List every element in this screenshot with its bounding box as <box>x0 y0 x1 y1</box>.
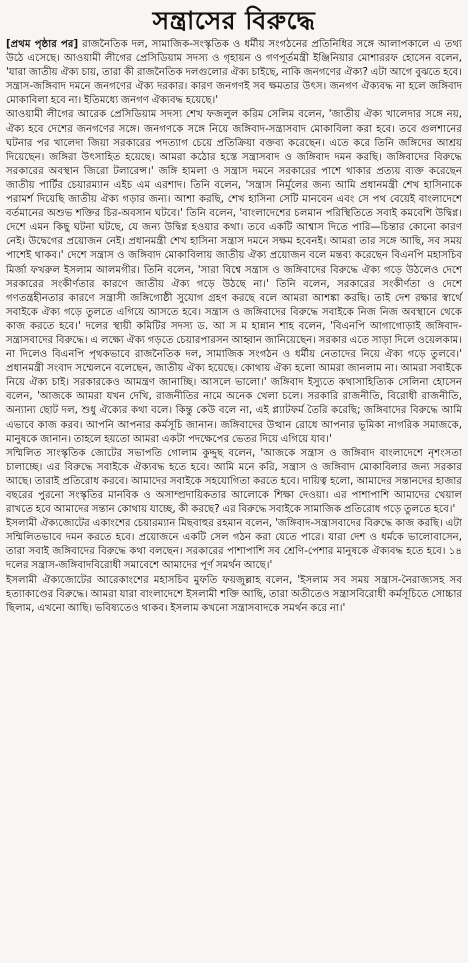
headline: সন্ত্রাসের বিরুদ্ধে <box>152 6 316 35</box>
paragraph-4: ইসলামী ঐক্যজোটের একাংশের চেয়ারম্যান মিছবাহুর রহমান বলেন, 'জঙ্গিবাদ-সন্ত্রাসবাদের বিরুদ্ধে কাজ করছি। এটা সম্মিলিতভাবে দমন করতে হবে। প্রয়োজনে একটি সেল গঠন করা যেতে পারে। যারা দেশ ও ধর্মকে ভালোবাসেন, তারা সবাই জঙ্গিবাদের বিরুদ্ধে কথা বলছেন। সরকারের পাশাপাশি সব শ্রেণি-পেশার মানুষকে ঐক্যবদ্ধ হতে হবে। ১৪ দলের সন্ত্রাস-জঙ্গিবাদবিরোধী সমাবেশে আমাদের পূর্ণ সমর্থন আছে।' <box>6 518 462 572</box>
paragraph-5: ইসলামী ঐক্যজোটের আরেকাংশের মহাসচিব মুফতি ফয়জুল্লাহ বলেন, 'ইসলাম সব সময় সন্ত্রাস-নৈরাজ্যসহ সব হত্যাকাণ্ডের বিরুদ্ধে। আমরা যারা বাংলাদেশে ইসলামী শক্তি আছি, তারা অতীতেও সন্ত্রাসবিরোধী কর্মসূচিতে সোচ্চার ছিলাম, এখনো আছি। ভবিষ্যতেও থাকব। ইসলাম কখনো সন্ত্রাসবাদকে সমর্থন করে না।' <box>6 574 462 614</box>
paragraph-3: সম্মিলিত সাংস্কৃতিক জোটের সভাপতি গোলাম কুদ্দুছ বলেন, 'আজকে সন্ত্রাস ও জঙ্গিবাদ বাংলাদেশে নৃশংসতা চালাচ্ছে। এর বিরুদ্ধে সবাইকে ঐক্যবদ্ধ হতে হবে। আমি মনে করি, সন্ত্রাস ও জঙ্গিবাদ মোকাবিলার জন্য সরকার আছে। তারাই প্রতিরোধ করবে। আমাদের সবাইকে সহযোগিতা করতে হবে। দায়িত্ব হলো, আমাদের সন্তানদের হাজার বছরের পুরনো সংস্কৃতির মানবিক ও অসাম্প্রদায়িকতার আলোকে শিক্ষা দেওয়া। এর পাশাপাশি আমাদের খেয়াল রাখতে হবে আমাদের সন্তান কোথায় যাচ্ছে, কী করছে? এর বিরুদ্ধে সবাইকে সামাজিক প্রতিরোধ গড়ে তুলতে হবে।' <box>6 447 462 516</box>
article-body <box>6 38 462 616</box>
paragraph-2: আওয়ামী লীগের আরেক প্রেসিডিয়াম সদস্য শেখ ফজলুল করিম সেলিম বলেন, 'জাতীয় ঐক্য খালেদার সঙ্গে নয়, ঐক্য হবে দেশের জনগণের সঙ্গে। জনগণকে সঙ্গে নিয়ে জঙ্গিবাদ-সন্ত্রাসবাদ মোকাবিলা করা হবে। তবে গুলশানের ঘটনার পর খালেদা জিয়া সরকারের পদত্যাগ চেয়ে প্রতিক্রিয়া বক্তব্য করেছেন। এতে করে তিনি জঙ্গিদের আশ্রয় দিয়েছেন। জঙ্গিরা উৎসাহিত হয়েছে। আমরা কঠোর হস্তে সন্ত্রাসবাদ ও জঙ্গিবাদ দমন করছি। জঙ্গিবাদের বিরুদ্ধে সরকারের অবস্থান জিরো টলারেন্স।' জঙ্গি হামলা ও সন্ত্রাস দমনে সরকারের পাশে থাকার প্রত্যয় ব্যক্ত করেছেন জাতীয় পার্টির চেয়ারম্যান এইচ এম এরশাদ। তিনি বলেন, 'সন্ত্রাস নির্মূলের জন্য আমি প্রধানমন্ত্রী শেখ হাসিনাকে পরামর্শ দিয়েছি জাতীয় ঐক্য গড়ার জন্য। আশা করছি, শেখ হাসিনা সেটি মানবেন এবং সে পথ বেয়েই বাংলাদেশে বর্তমানের অশুভ শক্তির চির-অবসান ঘটবে।' তিনি বলেন, 'বাংলাদেশের চলমান পরিস্থিতিতে সবাই কমবেশি উদ্বিগ্ন। দেশে এমন কিছু ঘটনা ঘটছে, যে জন্য উদ্বিগ্ন হওয়ার কথা। তবে একটি আশ্বাস দিতে পারি—চিন্তার কোনো কারণ নেই। উদ্বেগের প্রয়োজন নেই। প্রধানমন্ত্রী শেখ হাসিনা সন্ত্রাস দমনে সক্ষম হবেনই। আমরা তার সঙ্গে আছি, সব সময় পাশেই থাকব।' দেশে সন্ত্রাস ও জঙ্গিবাদ মোকাবিলায় জাতীয় ঐক্য প্রয়োজন বলে মন্তব্য করেছেন বিএনপি মহাসচিব মির্জা ফখরুল ইসলাম আলমগীর। তিনি বলেন, 'সারা বিশ্বে সন্ত্রাস ও জঙ্গিবাদের বিরুদ্ধে ঐক্য গড়ে উঠলেও দেশে সরকারের সংকীর্ণতার কারণে জাতীয় ঐক্য গড়ে উঠছে না।' তিনি বলেন, সরকারের সংকীর্ণতা ও দেশে গণতন্ত্রহীনতার কারণে সন্ত্রাসী জঙ্গিগোষ্ঠী সুযোগ গ্রহণ করছে বলে আমরা আশঙ্কা করছি। তাই দেশ রক্ষার স্বার্থে সবাইকে ঐক্য গড়ে তুলতে এগিয়ে আসতে হবে। সন্ত্রাস ও জঙ্গিবাদের বিরুদ্ধে সবাইকে নিজ নিজ অবস্থানে থেকে কাজ করতে হবে।' দলের স্থায়ী কমিটির সদস্য ড. আ স ম হান্নান শাহ বলেন, 'বিএনপি আগাগোড়াই জঙ্গিবাদ-সন্ত্রাসবাদের বিরুদ্ধে। এ লক্ষ্যে ঐক্য গড়তে চেয়ারপারসন আহ্বান জানিয়েছেন। সরকার এতে সাড়া দিলে ওয়েলকাম। না দিলেও বিএনপি পৃথকভাবে রাজনৈতিক দল, সামাজিক সংগঠন ও ধর্মীয় নেতাদের নিয়ে ঐক্য গড়ে তুলবে।' প্রধানমন্ত্রী সংবাদ সম্মেলনে বলেছেন, জাতীয় ঐক্য হয়েছে। কোথায় ঐক্য হলো আমরা জানলাম না। আমরা সবাইকে নিয়ে ঐক্য চাই। সরকারকেও আমন্ত্রণ জানাচ্ছি। আসলে ভালো।' জঙ্গিবাদ ইস্যুতে কথাসাহিত্যিক সেলিনা হোসেন বলেন, 'আজকে আমরা যখন দেখি, রাজনীতির নামে অনেক খেলা চলে। সরকারি রাজনীতি, বিরোধী রাজনীতি, অন্যান্য ছোট দল, শুধু ঐক্যের কথা বলে। কিন্তু কেউ বলে না, এই প্ল্যাটফর্ম তৈরি করেছি; জঙ্গিবাদের বিরুদ্ধে আমি এভাবে কাজ করব। আপনি আপনার কর্মসূচি জানান। জঙ্গিবাদের উত্থান রোধে আপনার ভূমিকা নাগরিক সমাজকে, মানুষকে জানান। তাহলে হয়তো আমরা একটা পদক্ষেপের ভেতর দিয়ে এগিয়ে যাব।' <box>6 109 462 445</box>
paragraph-1-text: রাজনৈতিক দল, সামাজিক-সংস্কৃতিক ও ধর্মীয় সংগঠনের প্রতিনিধির সঙ্গে আলাপকালে এ তথ্য উঠে এসেছে। আওয়ামী লীগের প্রেসিডিয়াম সদস্য ও গৃহায়ন ও গণপূর্তমন্ত্রী ইঞ্জিনিয়ার মোশাররফ হোসেন বলেন, 'যারা জাতীয় ঐক্য চায়, তারা কী রাজনৈতিক দলগুলোর ঐক্য চাইছে, নাকি জনগণের ঐক্য? এটা আগে বুঝতে হবে। সন্ত্রাস-জঙ্গিবাদ দমনে জনগণের ঐক্য দরকার। কারণ জনগণই সব ক্ষমতার উৎস। জনগণ ঐক্যবদ্ধ না হলে জঙ্গিবাদ মোকাবিলা হবে না। ইতিমধ্যে জনগণ ঐক্যবদ্ধ হয়েছে।' <box>6 39 462 107</box>
paragraph-1 <box>6 38 462 108</box>
jump-label: [প্রথম পৃষ্ঠার পর] <box>6 39 79 50</box>
